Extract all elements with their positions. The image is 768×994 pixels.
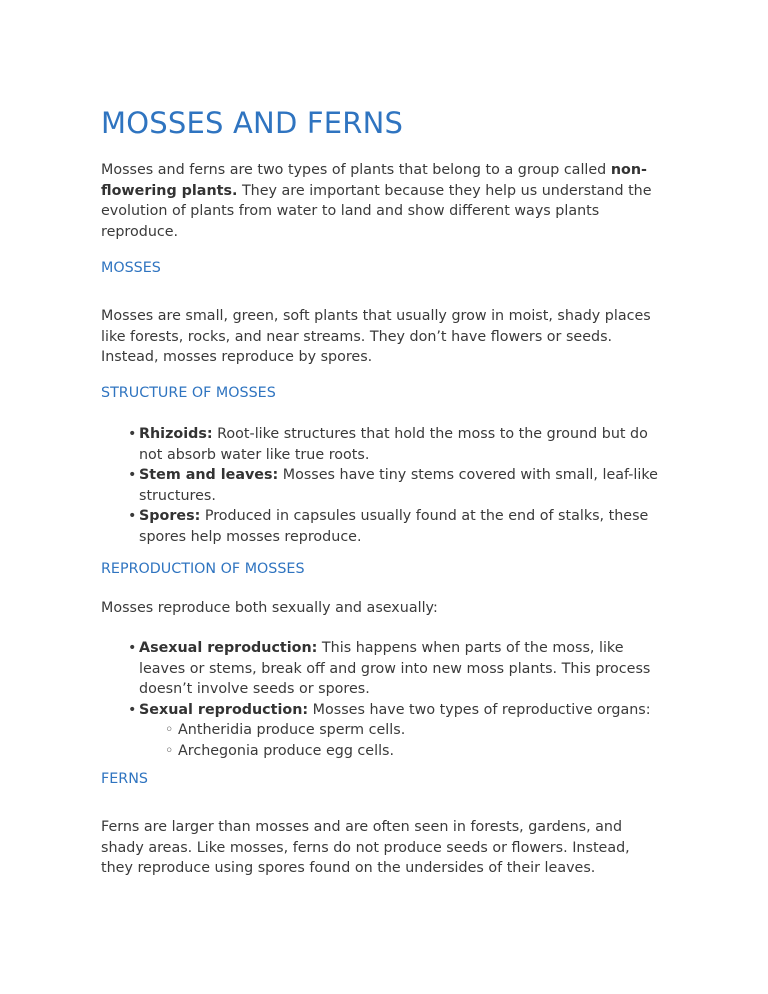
heading-reproduction: REPRODUCTION OF MOSSES bbox=[101, 561, 305, 577]
list-item bbox=[101, 506, 661, 547]
item-text: Root-like structures that hold the moss to the ground but do not absorb water like true roots. bbox=[139, 426, 648, 463]
intro-bold: non-flowering plants. bbox=[101, 162, 647, 199]
heading-mosses: MOSSES bbox=[101, 260, 161, 276]
list-item bbox=[101, 638, 661, 700]
structure-list bbox=[101, 424, 661, 547]
intro-text: Mosses and ferns are two types of plants that belong to a group called bbox=[101, 162, 611, 178]
item-term: Spores: bbox=[139, 508, 201, 524]
page-title: MOSSES AND FERNS bbox=[101, 106, 404, 140]
item-term: Asexual reproduction: bbox=[139, 640, 318, 656]
item-term: Stem and leaves: bbox=[139, 467, 279, 483]
list-item bbox=[101, 465, 661, 506]
item-text: Mosses have two types of reproductive organs: bbox=[308, 701, 651, 718]
item-term: Sexual reproduction: bbox=[139, 701, 309, 718]
list-item bbox=[101, 424, 661, 465]
list-item bbox=[101, 700, 661, 721]
reproduction-list bbox=[101, 638, 661, 761]
intro-text-end: They are important because they help us understand the evolution of plants from water to land and show different ways plants reproduce. bbox=[101, 182, 652, 240]
heading-ferns: FERNS bbox=[101, 771, 148, 787]
intro-paragraph bbox=[101, 160, 661, 242]
sub-list-item: ◦ Archegonia produce egg cells. bbox=[101, 741, 661, 762]
sub-list-item: ◦ Antheridia produce sperm cells. bbox=[101, 720, 661, 741]
item-text: Produced in capsules usually found at the end of stalks, these spores help mosses reproduce. bbox=[139, 508, 649, 545]
item-term: Rhizoids: bbox=[139, 426, 213, 442]
item-text: Mosses have tiny stems covered with small, leaf-like structures. bbox=[139, 467, 658, 504]
ferns-paragraph: Ferns are larger than mosses and are often seen in forests, gardens, and shady areas. Like mosses, ferns do not produce seeds or flowers. Instead, they reproduce using spores found on the undersides of their leaves. bbox=[101, 819, 630, 876]
heading-structure: STRUCTURE OF MOSSES bbox=[101, 385, 276, 401]
mosses-paragraph: Mosses are small, green, soft plants that usually grow in moist, shady places like forests, rocks, and near streams. They don’t have flowers or seeds. Instead, mosses reproduce by spores. bbox=[101, 308, 651, 365]
reproduction-paragraph: Mosses reproduce both sexually and asexually: bbox=[101, 600, 438, 616]
item-text: This happens when parts of the moss, like leaves or stems, break off and grow into new moss plants. This process doesn’t involve seeds or spores. bbox=[139, 640, 651, 697]
